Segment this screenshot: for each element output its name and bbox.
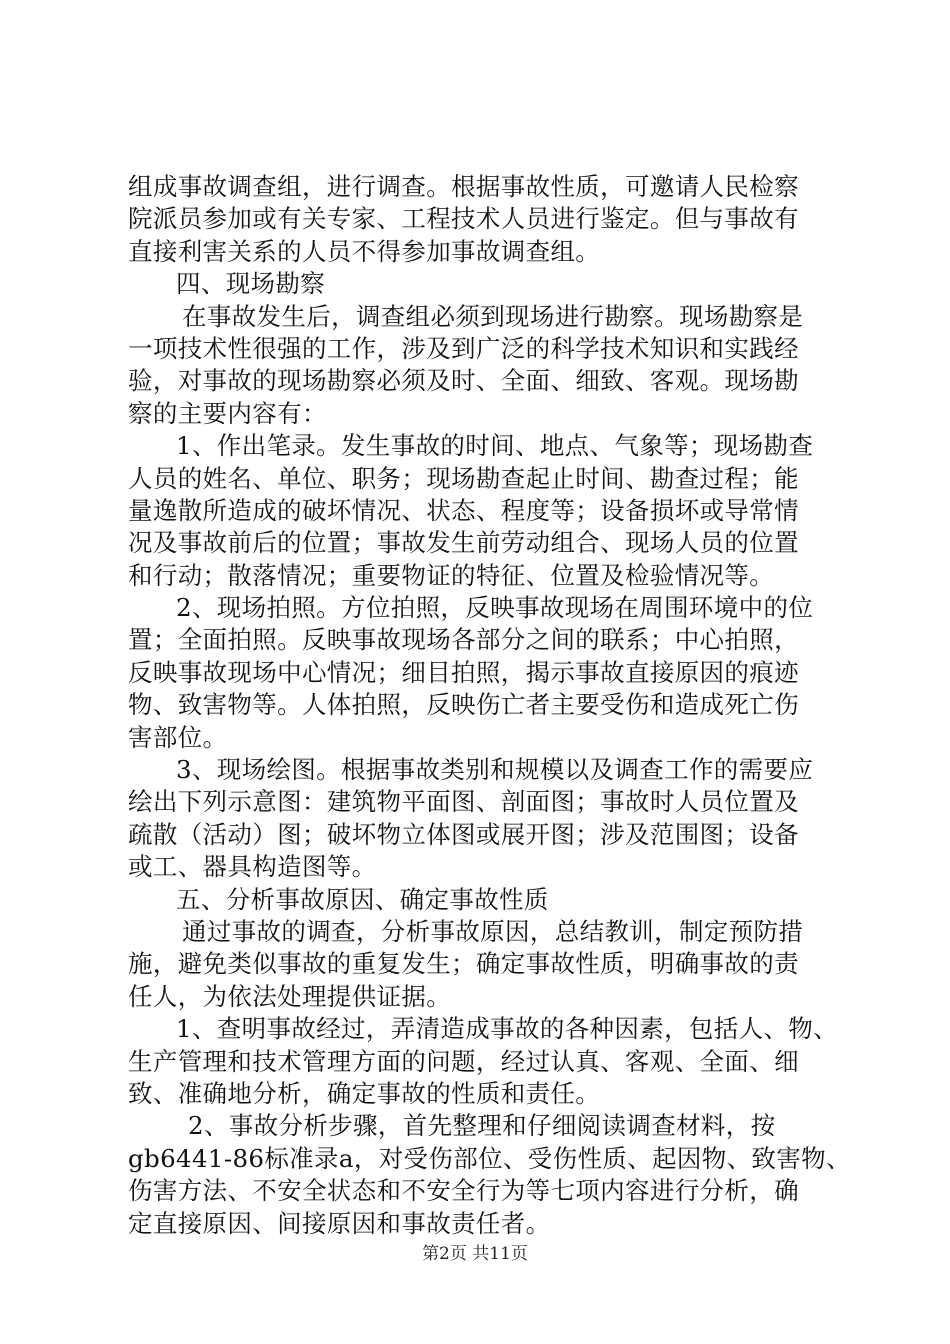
text-line: 绘出下列示意图：建筑物平面图、剖面图；事故时人员位置及 [128,787,799,817]
text-line: 定直接原因、间接原因和事故责任者。 [128,1208,551,1238]
text-line: 通过事故的调查，分析事故原因，总结教训，制定预防措 [182,916,804,946]
text-line: 察的主要内容有： [128,398,327,428]
text-line: gb6441-86标准录a，对受伤部位、受伤性质、起因物、致害物、 [128,1143,851,1173]
text-line: 伤害方法、不安全状态和不安全行为等七项内容进行分析，确 [128,1176,799,1206]
text-line: 2、事故分析步骤，首先整理和仔细阅读调查材料，按 [188,1111,776,1141]
text-line: 2、现场拍照。方位拍照，反映事故现场在周围环境中的位 [176,593,814,623]
text-line: 在事故发生后，调查组必须到现场进行勘察。现场勘察是 [182,301,804,331]
text-line: 人员的姓名、单位、职务；现场勘查起止时间、勘查过程；能 [128,463,799,493]
text-line: 五、分析事故原因、确定事故性质 [176,884,549,914]
page-number-footer: 第2页 共11页 [422,1244,528,1264]
document-body [128,171,856,1240]
text-line: 反映事故现场中心情况；细目拍照，揭示事故直接原因的痕迹 [128,657,799,687]
text-line: 1、作出笔录。发生事故的时间、地点、气象等；现场勘查 [176,431,814,461]
text-line: 置；全面拍照。反映事故现场各部分之间的联系；中心拍照， [128,625,799,655]
text-line: 1、查明事故经过，弄清造成事故的各种因素，包括人、物、 [176,1014,839,1044]
text-line: 和行动；散落情况；重要物证的特征、位置及检验情况等。 [128,560,775,590]
text-line: 验，对事故的现场勘察必须及时、全面、细致、客观。现场勘 [128,366,799,396]
text-line: 一项技术性很强的工作，涉及到广泛的科学技术知识和实践经 [128,333,799,363]
text-line: 害部位。 [128,722,228,752]
text-line: 施，避免类似事故的重复发生；确定事故性质，明确事故的责 [128,949,799,979]
text-line: 量逸散所造成的破坏情况、状态、程度等；设备损坏或导常情 [128,495,799,525]
text-line: 任人，为依法处理提供证据。 [128,981,452,1011]
text-line: 3、现场绘图。根据事故类别和规模以及调查工作的需要应 [176,755,814,785]
text-line: 况及事故前后的位置；事故发生前劳动组合、现场人员的位置 [128,528,799,558]
text-line: 生产管理和技术管理方面的问题，经过认真、客观、全面、细 [128,1046,799,1076]
text-line: 院派员参加或有关专家、工程技术人员进行鉴定。但与事故有 [128,204,799,234]
text-line: 疏散（活动）图；破坏物立体图或展开图；涉及范围图；设备 [128,819,799,849]
text-line: 物、致害物等。人体拍照，反映伤亡者主要受伤和造成死亡伤 [128,690,799,720]
text-line: 致、准确地分析，确定事故的性质和责任。 [128,1078,601,1108]
text-line: 或工、器具构造图等。 [128,852,377,882]
text-line: 组成事故调查组，进行调查。根据事故性质，可邀请人民检察 [128,172,799,201]
text-line: 直接利害关系的人员不得参加事故调查组。 [128,236,601,266]
text-line: 四、现场勘察 [176,269,326,299]
